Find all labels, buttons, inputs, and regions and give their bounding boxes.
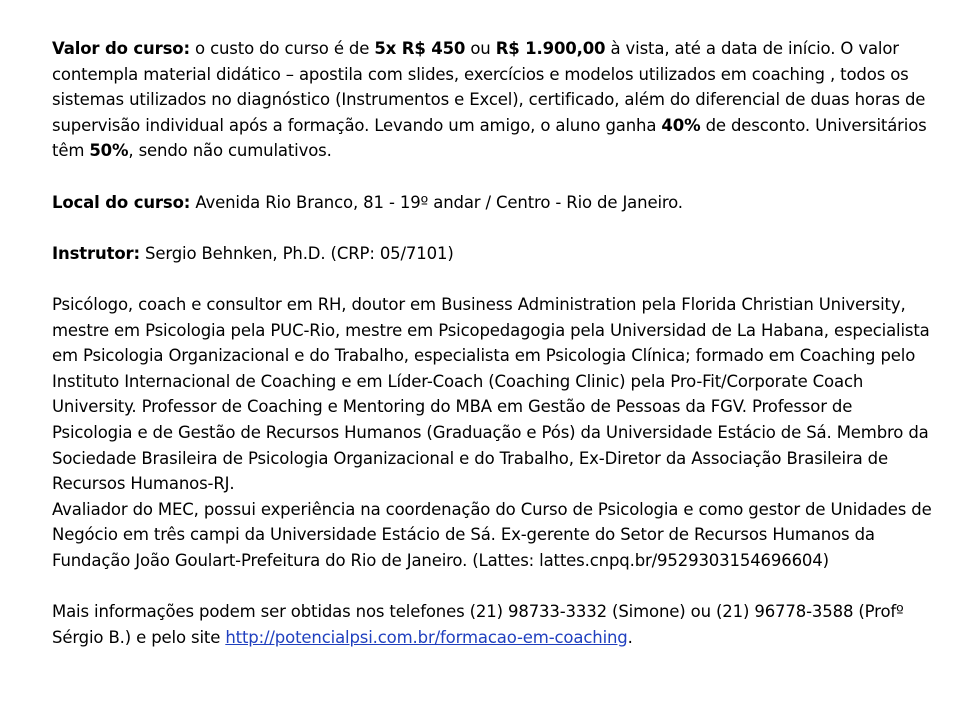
instructor-label: Instrutor: (52, 243, 140, 263)
contact-end: . (627, 627, 633, 647)
spacer (52, 266, 932, 292)
course-price-text-4: de desconto. Universitários têm (52, 115, 927, 161)
instructor-name: Sergio Behnken, Ph.D. (CRP: 05/7101) (139, 243, 454, 263)
contact-text: Mais informações podem ser obtidas nos telefones (21) 98733-3332 (Simone) ou (21) 96778-3588 (Profº Sérgio B.) e pelo site (52, 602, 904, 647)
spacer (52, 164, 932, 190)
student-discount: 50% (89, 141, 129, 161)
full-price: R$ 1.900,00 (495, 39, 606, 58)
contact-paragraph (52, 599, 932, 650)
course-price-text-5: , sendo não cumulativos. (128, 141, 332, 161)
instructor-paragraph (52, 241, 932, 267)
course-price-label: Valor do curso: (52, 39, 190, 58)
course-price-text-3: à vista, até a data de início. O valor contempla material didático – apostila com slides, exercícios e modelos utilizados em coaching , todos os sistemas utilizados no diagnóstico (Instrumentos e Excel), certificado, além do diferencial de duas horas de supervisão individual após a formação. Levando um amigo, o aluno ganha (52, 39, 926, 135)
course-price-text-1: o custo do curso é de (189, 39, 375, 58)
instructor-bio-paragraph-1: Psicólogo, coach e consultor em RH, doutor em Business Administration pela Florida Christian University, mestre em Psicologia pela PUC-Rio, mestre em Psicopedagogia pela Universidad de La Habana, especialista em Psicologia Organizacional e do Trabalho, especialista em Psicologia Clínica; formado em Coaching pelo Instituto Internacional de Coaching e em Líder-Coach (Coaching Clinic) pela Pro-Fit/Corporate Coach University. Professor de Coaching e Mentoring do MBA em Gestão de Pessoas da FGV. Professor de Psicologia e de Gestão de Recursos Humanos (Graduação e Pós) da Universidade Estácio de Sá. Membro da Sociedade Brasileira de Psicologia Organizacional e do Trabalho, Ex-Diretor da Associação Brasileira de Recursos Humanos-RJ. (52, 294, 930, 494)
course-location-label: Local do curso: (52, 192, 191, 212)
course-price-text-2: ou (465, 39, 496, 58)
course-location-paragraph (52, 190, 932, 216)
course-price-paragraph (52, 36, 932, 164)
course-location-text: Avenida Rio Branco, 81 - 19º andar / Centro - Rio de Janeiro. (190, 192, 683, 212)
installment-price: 5x R$ 450 (374, 39, 466, 58)
spacer (52, 573, 932, 599)
spacer (52, 215, 932, 241)
instructor-bio-paragraph-2: Avaliador do MEC, possui experiência na coordenação do Curso de Psicologia e como gestor de Unidades de Negócio em três campi da Universidade Estácio de Sá. Ex-gerente do Setor de Recursos Humanos da Fundação João Goulart-Prefeitura do Rio de Janeiro. (Lattes: lattes.cnpq.br/9529303154696604) (52, 499, 932, 570)
course-website-link[interactable]: http://potencialpsi.com.br/formacao-em-coaching (225, 627, 628, 647)
document-body (52, 36, 932, 650)
friend-discount: 40% (661, 115, 701, 135)
